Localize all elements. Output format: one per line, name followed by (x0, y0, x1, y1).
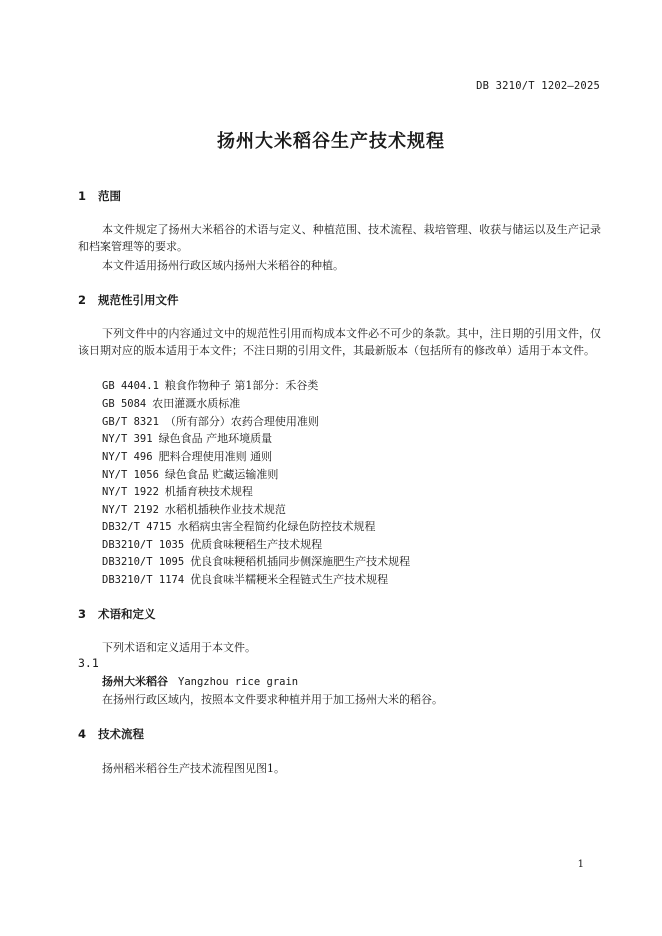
reference-item (102, 518, 376, 534)
section-title: 技术流程 (98, 727, 144, 741)
reference-code: DB3210/T 1035 (102, 539, 185, 551)
reference-item (102, 536, 322, 552)
reference-name: （所有部分）农药合理使用准则 (164, 415, 319, 428)
section-title: 术语和定义 (98, 607, 156, 621)
references-intro: 下列文件中的内容通过文中的规范性引用而构成本文件必不可少的条款。其中，注日期的引用文件，仅该日期对应的版本适用于本文件；不注日期的引用文件，其最新版本（包括所有的修改单）适用于本文件。 (78, 327, 601, 357)
reference-code: DB3210/T 1174 (102, 574, 185, 586)
term-heading (102, 673, 298, 689)
term-english: Yangzhou rice grain (178, 676, 299, 688)
reference-name: 粮食作物种子 第1部分：禾谷类 (164, 379, 319, 392)
scope-paragraph-2: 本文件适用扬州行政区域内扬州大米稻谷的种植。 (102, 259, 344, 272)
term-chinese: 扬州大米稻谷 (102, 675, 168, 688)
terms-intro: 下列术语和定义适用于本文件。 (102, 641, 256, 654)
reference-code: NY/T 2192 (102, 504, 159, 516)
reference-code: DB32/T 4715 (102, 521, 172, 533)
section-heading-scope (78, 188, 121, 204)
reference-item (102, 483, 253, 499)
reference-name: 优良食味半糯粳米全程链式生产技术规程 (190, 573, 389, 586)
page-number: 1 (577, 859, 584, 870)
reference-code: NY/T 496 (102, 451, 153, 463)
section-title: 范围 (98, 189, 121, 203)
reference-item (102, 395, 240, 411)
section-number: 4 (78, 727, 87, 741)
document-number: DB 3210/T 1202—2025 (476, 80, 600, 92)
reference-code: GB 4404.1 (102, 380, 159, 392)
reference-code: NY/T 1922 (102, 486, 159, 498)
scope-paragraph-1: 本文件规定了扬州大米稻谷的术语与定义、种植范围、技术流程、栽培管理、收获与储运以及生产记录和档案管理等的要求。 (78, 223, 601, 253)
reference-code: NY/T 391 (102, 433, 153, 445)
term-definition: 在扬州行政区域内，按照本文件要求种植并用于加工扬州大米的稻谷。 (102, 693, 443, 706)
section-heading-process (78, 726, 144, 742)
section-number: 3 (78, 607, 87, 621)
reference-item (102, 466, 278, 482)
reference-name: 肥料合理使用准则 通则 (158, 450, 273, 463)
section-title: 规范性引用文件 (98, 293, 179, 307)
reference-code: DB3210/T 1095 (102, 556, 185, 568)
reference-name: 绿色食品 产地环境质量 (158, 432, 273, 445)
reference-item (102, 377, 318, 393)
reference-item (102, 413, 319, 429)
reference-name: 优质食味粳稻生产技术规程 (190, 538, 323, 551)
reference-name: 水稻病虫害全程简约化绿色防控技术规程 (177, 520, 376, 533)
reference-name: 农田灌溉水质标准 (152, 397, 241, 410)
section-heading-terms (78, 606, 156, 622)
page-title: 扬州大米稻谷生产技术规程 (217, 131, 445, 152)
reference-name: 优良食味粳稻机插同步侧深施肥生产技术规程 (190, 555, 411, 568)
reference-name: 绿色食品 贮藏运输准则 (164, 468, 279, 481)
section-number: 2 (78, 293, 87, 307)
process-text: 扬州稻米稻谷生产技术流程图见图1。 (102, 762, 285, 775)
reference-code: GB 5084 (102, 398, 147, 410)
reference-name: 机插育秧技术规程 (164, 485, 253, 498)
reference-code: NY/T 1056 (102, 469, 159, 481)
reference-item (102, 448, 272, 464)
section-heading-references (78, 292, 179, 308)
reference-item (102, 501, 286, 517)
reference-item (102, 553, 410, 569)
section-number: 1 (78, 189, 87, 203)
reference-code: GB/T 8321 (102, 416, 159, 428)
reference-item (102, 571, 388, 587)
reference-item (102, 430, 272, 446)
reference-name: 水稻机插秧作业技术规范 (164, 503, 286, 516)
term-number: 3.1 (78, 656, 99, 670)
